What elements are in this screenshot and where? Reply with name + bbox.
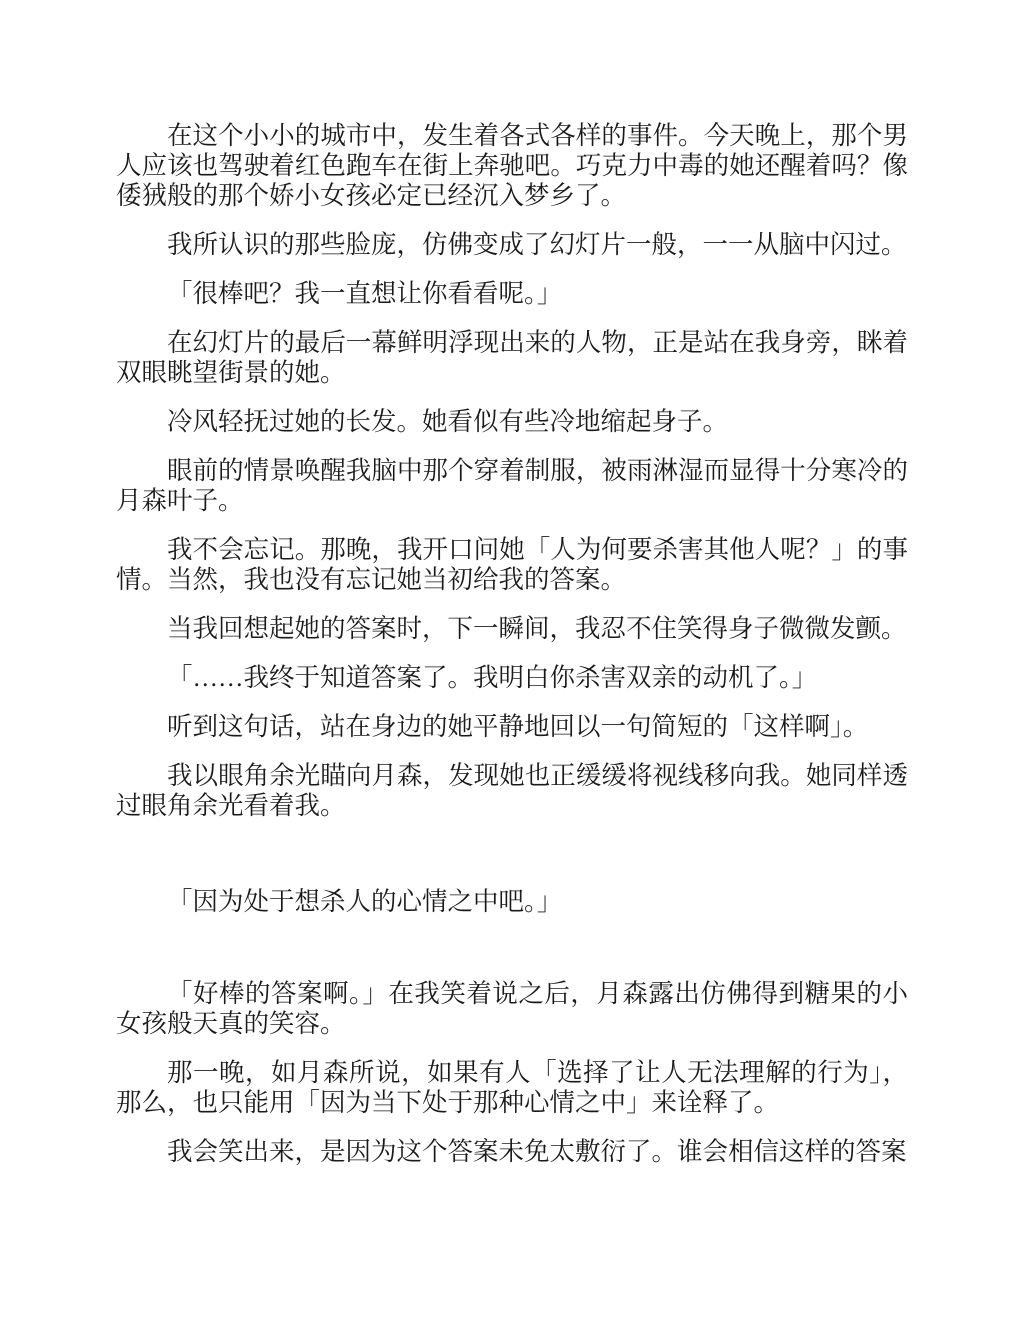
paragraph: 冷风轻抚过她的长发。她看似有些冷地缩起身子。 — [167, 407, 729, 436]
page-text — [116, 121, 908, 1167]
paragraph: 我所认识的那些脸庞，仿佛变成了幻灯片一般，一一从脑中闪过。 — [167, 230, 907, 259]
paragraph: 听到这句话，站在身边的她平静地回以一句简短的「这样啊」。 — [167, 712, 869, 741]
paragraph: 我不会忘记。那晚，我开口问她「人为何要杀害其他人呢？」的事情。当然，我也没有忘记她当初给我的答案。 — [116, 535, 908, 594]
paragraph: 我以眼角余光瞄向月森，发现她也正缓缓将视线移向我。她同样透过眼角余光看着我。 — [116, 761, 908, 820]
paragraph: 眼前的情景唤醒我脑中那个穿着制服，被雨淋湿而显得十分寒冷的月森叶子。 — [116, 456, 908, 515]
paragraph: 当我回想起她的答案时，下一瞬间，我忍不住笑得身子微微发颤。 — [167, 614, 907, 643]
paragraph: 「……我终于知道答案了。我明白你杀害双亲的动机了。」 — [167, 663, 818, 692]
paragraph: 在幻灯片的最后一幕鲜明浮现出来的人物，正是站在我身旁，眯着双眼眺望街景的她。 — [116, 328, 908, 387]
paragraph: 「很棒吧？我一直想让你看看呢。」 — [167, 279, 563, 308]
paragraph: 在这个小小的城市中，发生着各式各样的事件。今天晚上，那个男人应该也驾驶着红色跑车在街上奔驰吧。巧克力中毒的她还醒着吗？像倭狨般的那个娇小女孩必定已经沉入梦乡了。 — [116, 121, 908, 210]
paragraph: 我会笑出来，是因为这个答案未免太敷衍了。谁会相信这样的答案 — [167, 1137, 907, 1166]
paragraph: 「好棒的答案啊。」在我笑着说之后，月森露出仿佛得到糖果的小女孩般天真的笑容。 — [116, 979, 908, 1038]
paragraph: 那一晚，如月森所说，如果有人「选择了让人无法理解的行为」，那么，也只能用「因为当下处于那种心情之中」来诠释了。 — [116, 1058, 908, 1117]
paragraph-isolated-quote: 「因为处于想杀人的心情之中吧。」 — [167, 887, 563, 916]
